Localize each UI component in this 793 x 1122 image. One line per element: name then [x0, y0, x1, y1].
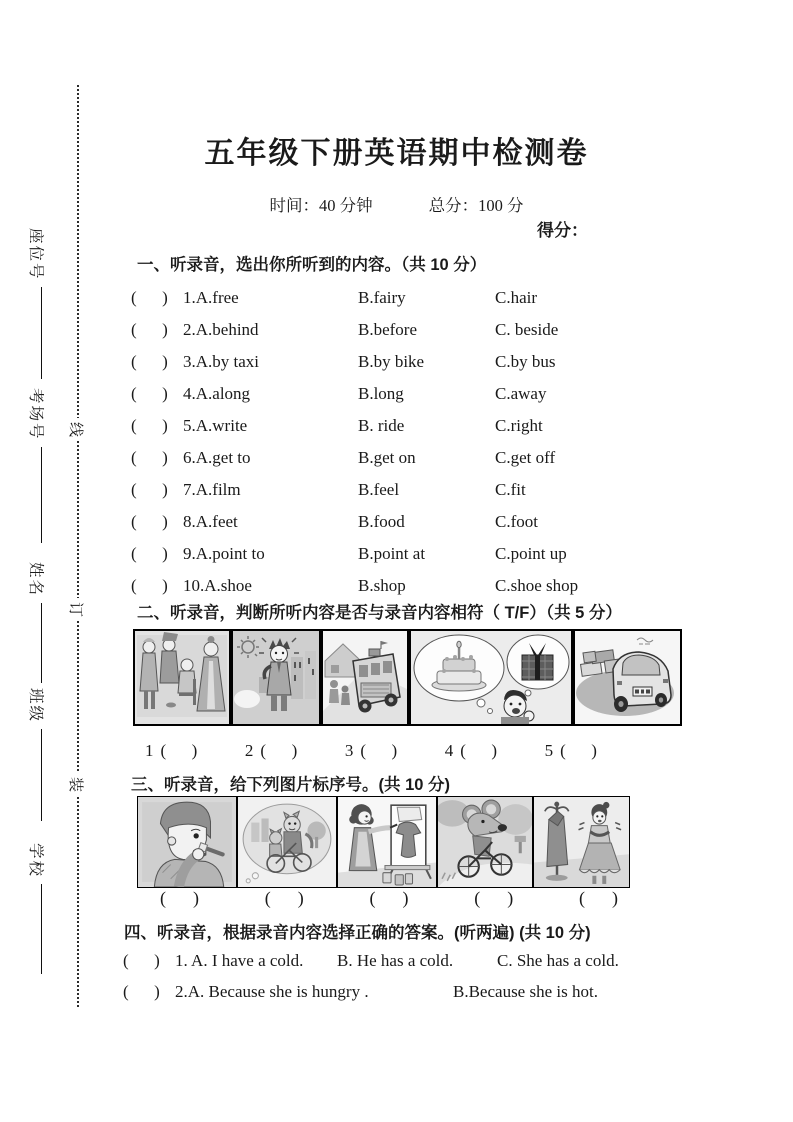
answer-bracket: ( ) [360, 741, 398, 760]
ordering-picture-3 [337, 796, 437, 888]
choice-row-s4-q2 [123, 979, 743, 1005]
tf-answer-slot-5[interactable] [545, 741, 597, 761]
margin-field-label: 班级 [27, 688, 44, 724]
margin-field-label: 考场号 [27, 388, 44, 441]
option-b: B.point at [358, 544, 426, 563]
choice-row-q9 [131, 538, 731, 570]
option-a: 2.A.behind [183, 320, 259, 339]
binding-char-zhuang: 装 [69, 773, 87, 796]
picture-mouse-riding-bicycle [438, 797, 532, 887]
choice-row-q10 [131, 570, 731, 602]
choice-row-q5 [131, 410, 731, 442]
margin-field-exam-room-number [26, 388, 48, 543]
choice-row-q3 [131, 346, 731, 378]
option-b: B.feel [358, 480, 400, 499]
picture-bus-scene [323, 631, 407, 724]
option-b: B.by bike [358, 352, 425, 371]
answer-bracket-q5[interactable]: ( ) [131, 416, 168, 435]
option-c: C. She has a cold. [497, 951, 619, 970]
listening-picture-5 [573, 629, 682, 726]
slot-number: 1 [145, 741, 154, 760]
picture-brushing-teeth [138, 797, 236, 887]
choice-row-q7 [131, 474, 731, 506]
score-label: 得分： [537, 221, 588, 240]
answer-bracket-q1[interactable]: ( ) [131, 288, 168, 307]
option-a: 10.A.shoe [183, 576, 252, 595]
section1-heading: 一、听录音，选出你所听到的内容。（共 10 分） [137, 256, 487, 274]
slot-number: 2 [244, 741, 254, 760]
answer-bracket: ( ) [260, 741, 298, 760]
option-b: B.fairy [358, 288, 406, 307]
margin-field-name [26, 562, 48, 683]
binding-char-xian: 线 [69, 418, 87, 441]
tf-answer-slot-2[interactable] [245, 741, 297, 761]
option-c: C.fit [495, 480, 526, 499]
ordering-picture-2 [237, 796, 337, 888]
option-a: 1. A. I have a cold. [175, 951, 304, 970]
option-c: C. beside [495, 320, 559, 339]
margin-field-blank-line[interactable] [41, 447, 42, 543]
option-c: C.point up [495, 544, 567, 563]
option-a: 1.A.free [183, 288, 239, 307]
listening-picture-2 [231, 629, 321, 726]
option-c: C.shoe shop [495, 576, 579, 595]
listening-picture-3 [321, 629, 409, 726]
picture-cats-on-bicycle [238, 797, 336, 887]
answer-bracket-s4-q1[interactable]: ( ) [123, 951, 160, 970]
exam-meta [0, 192, 793, 216]
picture-cold-girl-coat-rack [534, 797, 629, 887]
margin-field-blank-line[interactable] [41, 884, 42, 974]
picture-costume-scene [135, 631, 229, 724]
time-limit-label: 时间：40 分钟 [269, 196, 373, 215]
option-b: B.before [358, 320, 418, 339]
slot-number: 3 [344, 741, 354, 760]
sequence-answer-bracket-1[interactable]: ( ) [160, 888, 199, 908]
margin-field-label: 座位号 [27, 228, 44, 281]
page-title: 五年级下册英语期中检测卷 [204, 137, 589, 170]
sequence-answer-bracket-3[interactable]: ( ) [369, 888, 409, 908]
option-b: B.shop [358, 576, 406, 595]
option-c: C.away [495, 384, 547, 403]
answer-bracket-q2[interactable]: ( ) [131, 320, 168, 339]
section3-heading: 三、听录音，给下列图片标序号。(共 10 分) [131, 776, 451, 794]
choice-row-q2 [131, 314, 731, 346]
option-c: C.get off [495, 448, 556, 467]
option-c: C.hair [495, 288, 538, 307]
choice-row-s4-q1 [123, 948, 743, 974]
choice-row-q4 [131, 378, 731, 410]
section2-answer-row [145, 741, 597, 761]
option-a: 3.A.by taxi [183, 352, 260, 371]
section2-heading: 二、听录音，判断所听内容是否与录音内容相符（ T/F）（共 5 分） [137, 604, 622, 622]
margin-field-label: 姓名 [27, 562, 44, 598]
margin-field-class [26, 688, 48, 821]
option-b: B. He has a cold. [337, 951, 454, 970]
binding-char-ding: 订 [69, 598, 87, 621]
margin-field-blank-line[interactable] [41, 287, 42, 379]
answer-bracket-q3[interactable]: ( ) [131, 352, 168, 371]
sequence-answer-bracket-5[interactable]: ( ) [579, 888, 618, 908]
option-b: B.get on [358, 448, 416, 467]
choice-row-q8 [131, 506, 731, 538]
picture-woman-painting [338, 797, 436, 887]
option-c: C.right [495, 416, 543, 435]
option-b: B.Because she is hot. [453, 982, 598, 1001]
tf-answer-slot-3[interactable] [345, 741, 397, 761]
binding-dotted-line [77, 85, 79, 1007]
choice-row-q6 [131, 442, 731, 474]
picture-hot-boy [233, 631, 319, 724]
sequence-answer-bracket-4[interactable]: ( ) [474, 888, 514, 908]
option-a: 6.A.get to [183, 448, 251, 467]
option-a: 2.A. Because she is hungry . [175, 982, 369, 1001]
margin-field-school [26, 843, 48, 974]
listening-picture-1 [133, 629, 231, 726]
section1-items [131, 282, 731, 602]
option-a: 9.A.point to [183, 544, 265, 563]
tf-answer-slot-1[interactable] [145, 741, 197, 761]
option-a: 7.A.film [183, 480, 241, 499]
option-c: C.foot [495, 512, 538, 531]
answer-bracket-q8[interactable]: ( ) [131, 512, 168, 531]
answer-bracket-q4[interactable]: ( ) [131, 384, 168, 403]
ordering-picture-4 [437, 796, 533, 888]
option-a: 4.A.along [183, 384, 251, 403]
ordering-picture-1 [137, 796, 237, 888]
tf-answer-slot-4[interactable] [445, 741, 497, 761]
listening-picture-4 [409, 629, 573, 726]
answer-bracket: ( ) [460, 741, 498, 760]
section4-heading: 四、听录音，根据录音内容选择正确的答案。(听两遍) (共 10 分) [124, 924, 591, 942]
answer-bracket: ( ) [560, 741, 597, 760]
picture-birthday-daydream [411, 631, 571, 724]
option-a: 8.A.feet [183, 512, 238, 531]
section3-picture-row [137, 796, 630, 888]
option-c: C.by bus [495, 352, 556, 371]
section3-answer-row [160, 888, 618, 909]
option-b: B.food [358, 512, 405, 531]
option-a: 5.A.write [183, 416, 248, 435]
sequence-answer-bracket-2[interactable]: ( ) [264, 888, 304, 908]
answer-bracket-s4-q2[interactable]: ( ) [123, 982, 160, 1001]
picture-car-with-luggage [575, 631, 680, 724]
answer-bracket: ( ) [160, 741, 198, 760]
answer-bracket-q10[interactable]: ( ) [131, 576, 168, 595]
margin-field-label: 学校 [27, 843, 44, 879]
answer-bracket-q6[interactable]: ( ) [131, 448, 168, 467]
total-score-label: 总分：100 分 [428, 196, 524, 215]
ordering-picture-5 [533, 796, 630, 888]
option-b: B. ride [358, 416, 405, 435]
margin-field-blank-line[interactable] [41, 729, 42, 821]
margin-field-seat-number [26, 228, 48, 379]
answer-bracket-q9[interactable]: ( ) [131, 544, 168, 563]
section2-picture-row [133, 629, 682, 726]
margin-field-blank-line[interactable] [41, 603, 42, 683]
answer-bracket-q7[interactable]: ( ) [131, 480, 168, 499]
slot-number: 5 [544, 741, 554, 760]
option-b: B.long [358, 384, 404, 403]
choice-row-q1 [131, 282, 731, 314]
slot-number: 4 [444, 741, 454, 760]
